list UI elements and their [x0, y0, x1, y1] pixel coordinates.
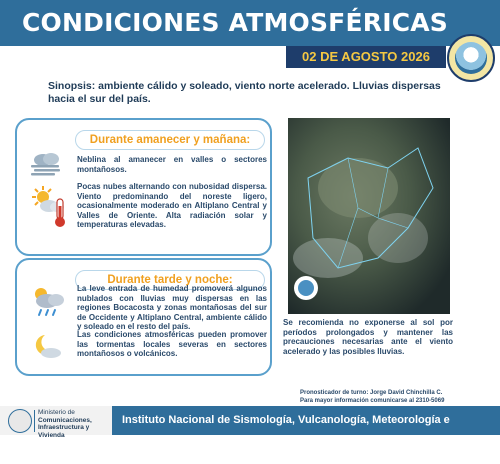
page-title: CONDICIONES ATMOSFÉRICAS [22, 8, 448, 37]
fog-icon [29, 150, 63, 176]
rain-cloud-icon [27, 284, 67, 318]
morning-text-1: Neblina al amanecer en valles o sectores montañosos. [77, 155, 267, 174]
forecaster-name: Pronosticador de turno: Jorge David Chinchilla C. [300, 390, 443, 396]
sinopsis-text: Sinopsis: ambiente cálido y soleado, viento norte acelerado. Lluvias dispersas hacia el sur del país. [48, 80, 441, 105]
header-bar [0, 0, 500, 46]
date-badge [286, 46, 446, 68]
government-crest-icon [8, 409, 32, 433]
institute-seal-icon [447, 34, 495, 82]
thermometer-icon [53, 198, 67, 228]
satellite-map [288, 118, 450, 314]
moon-cloud-icon [31, 332, 65, 360]
ministry-name [38, 409, 110, 439]
forecaster-info [300, 389, 470, 405]
morning-text-2: Pocas nubes alternando con nubosidad dispersa. Viento predominando del noreste ligero, ocasionalmente moderado en Altiplano Central y Valles de Oriente. Alta radiación solar y temperaturas elevadas. [77, 182, 267, 229]
footer-divider [34, 410, 35, 432]
institute-name: Instituto Nacional de Sismología, Vulcanología, Meteorología e Hidrología [112, 406, 500, 435]
date-text: 02 DE AGOSTO 2026 [302, 49, 430, 64]
ministry-title: Comunicaciones, Infraestructura y Vivienda [38, 416, 92, 439]
evening-text-1: La leve entrada de humedad promoverá algunos nublados con lluvias muy dispersas en las regiones Bocacosta y zonas montañosas del sur de Occidente y Altiplano Central, ambiente cálido y soleado en el resto del país. [77, 284, 267, 331]
evening-panel [15, 258, 272, 376]
morning-panel [15, 118, 272, 256]
ministry-label: Ministerio de [38, 409, 75, 416]
contact-info: Para mayor información comunicarse al 2310-5069 [300, 398, 445, 404]
satellite-map-image [288, 118, 450, 314]
recommendation-text: Se recomienda no exponerse al sol por períodos prolongados y mantener las precauciones necesarias ante el viento acelerado y las posibles lluvias. [283, 318, 453, 356]
morning-tab: Durante amanecer y mañana: [75, 130, 265, 150]
evening-text-2: Las condiciones atmosféricas pueden promover las tormentas locales severas en sectores montañosos o volcánicos. [77, 330, 267, 358]
evening-tab: Durante tarde y noche: [75, 270, 265, 290]
